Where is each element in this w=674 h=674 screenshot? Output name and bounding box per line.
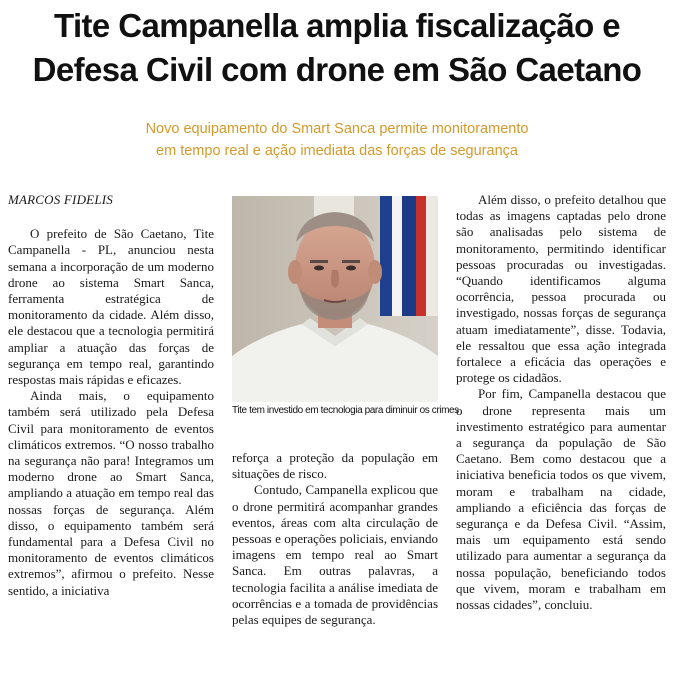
subheadline-line-1: Novo equipamento do Smart Sanca permite monitoramento [145,121,529,137]
headline-line-1: Tite Campanella amplia fiscalização e [54,7,620,44]
paragraph: Por fim, Campanella destacou que o drone representa mais um investimento estratégico para aumentar a segurança da população de São Caetano. Bem como destacou que a iniciativa beneficia todos os que vivem, moram e trabalham na cidade, ampliando a eficiência das forças de segurança e da Defesa Civil. “Assim, mais um equipamento está sendo utilizado para aumentar a segurança da nossa população, beneficiando todos que vivem, moram e trabalham em nossas cidades”, concluiu. [456,386,666,613]
subheadline-line-2: em tempo real e ação imediata das forças de segurança [156,143,518,159]
column-3 [456,192,666,613]
column-2 [232,450,438,628]
headline [0,4,674,92]
photo-caption: Tite tem investido em tecnologia para diminuir os crimes [232,405,459,416]
paragraph: Ainda mais, o equipamento também será utilizado pela Defesa Civil para monitoramento de eventos climáticos extremos. “O nosso trabalho na segurança não para! Integramos um moderno drone ao Smart Sanca, ampliando a atuação em tempo real das nossas forças de segurança. Além disso, o equipamento também será fundamental para a Defesa Civil no monitoramento de eventos climáticos extremos”, afirmou o prefeito. Nesse sentido, a iniciativa [8,388,214,598]
paragraph: reforça a proteção da população em situações de risco. [232,450,438,482]
article-photo [232,196,438,402]
paragraph: Contudo, Campanella explicou que o drone permitirá acompanhar grandes eventos, áreas com alta circulação de pessoas e operações policiais, enviando imagens em tempo real ao Smart Sanca. Em outras palavras, a tecnologia facilita a análise imediata de ocorrências e a tomada de providências pelas equipes de segurança. [232,482,438,628]
paragraph: Além disso, o prefeito detalhou que todas as imagens captadas pelo drone são analisadas pelo sistema de monitoramento, permitindo identificar pessoas procuradas ou investigadas. “Quando identificamos alguma ocorrência, pessoa procurada ou investigado, nossas forças de segurança atuam imediatamente”, disse. Todavia, ele ressaltou que essa ação integrada fortalece a eficácia das operações e protege os cidadãos. [456,192,666,386]
paragraph: O prefeito de São Caetano, Tite Campanella - PL, anunciou nesta semana a incorporação de um moderno drone ao sistema Smart Sanca, ferramenta estratégica de monitoramento da cidade. Além disso, ele destacou que a tecnologia permitirá ampliar a atuação das forças de segurança em tempo real, garantindo respostas mais rápidas e eficazes. [8,226,214,388]
portrait-image [232,196,438,402]
subheadline [0,118,674,162]
column-1 [8,192,214,599]
headline-line-2: Defesa Civil com drone em São Caetano [32,51,642,88]
byline: MARCOS FIDELIS [8,192,113,207]
